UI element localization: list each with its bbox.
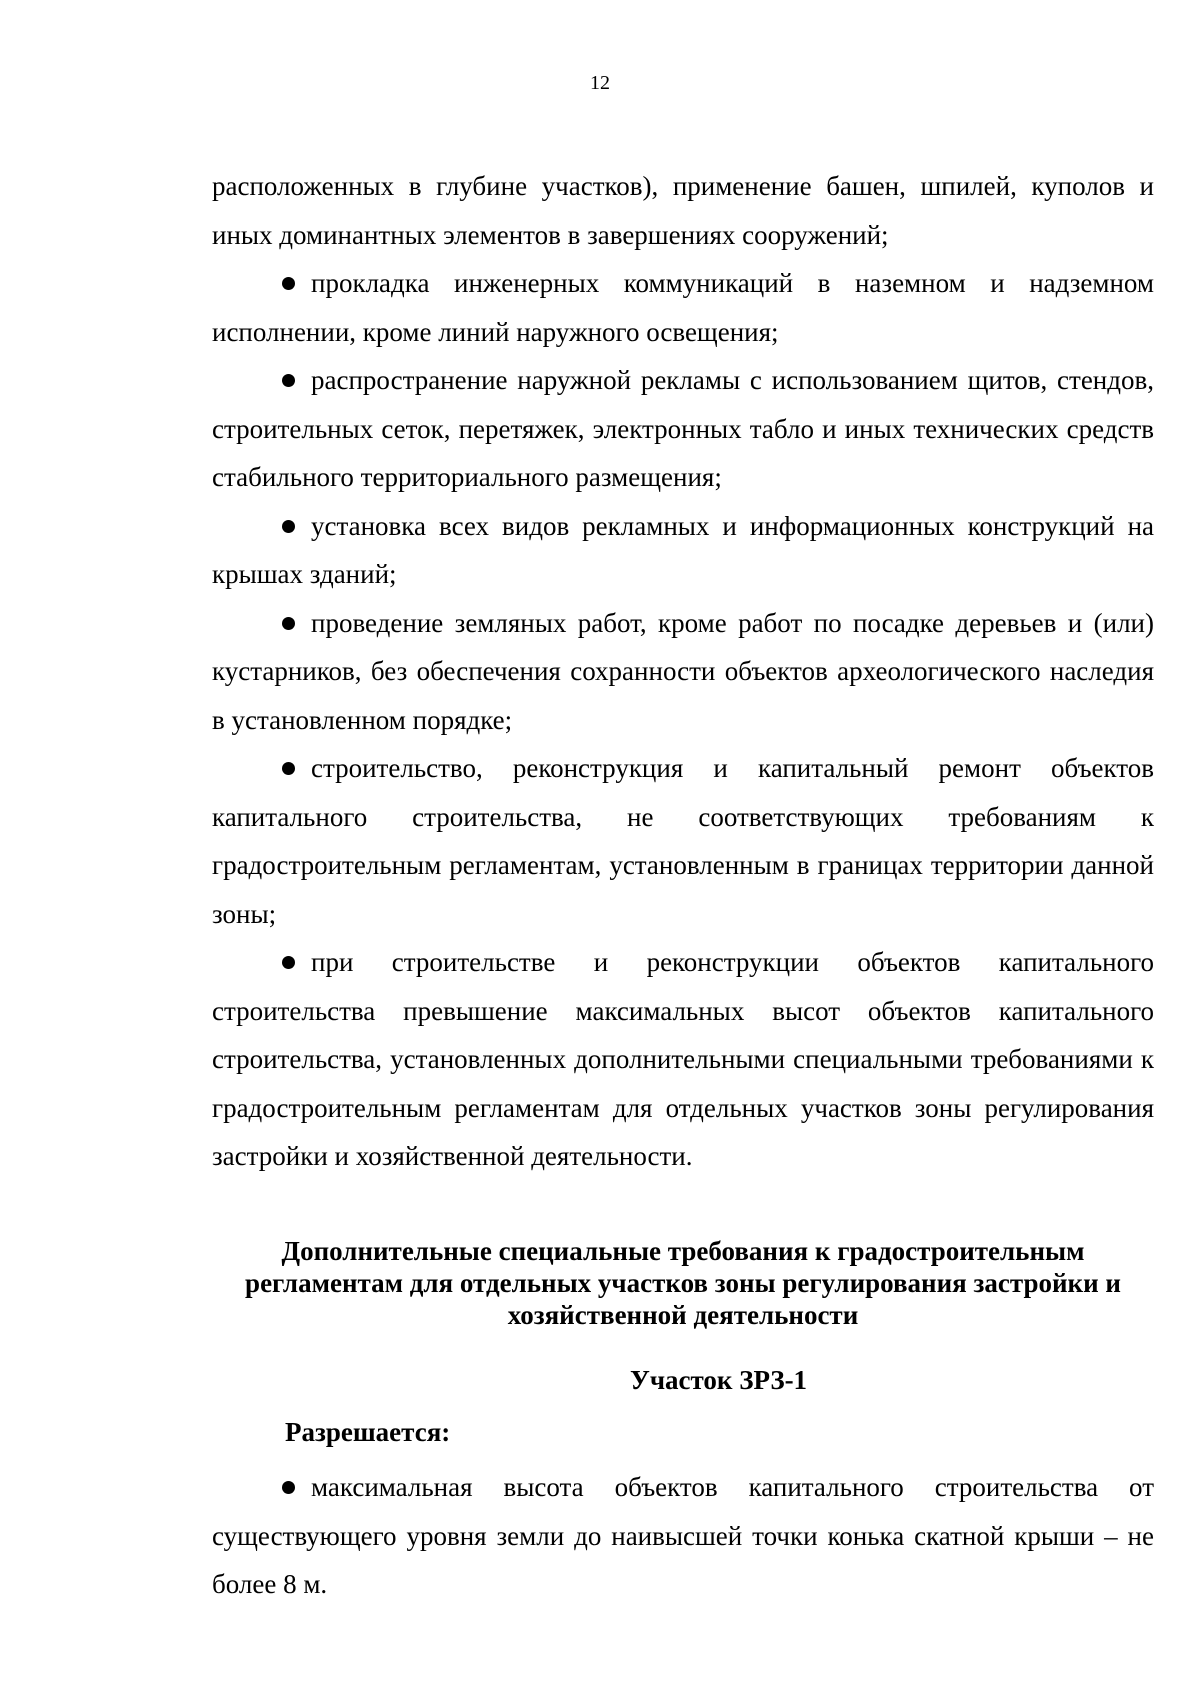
bullet-item-text: прокладка инженерных коммуникаций в наземном и надземном исполнении, кроме линий наружного освещения; <box>212 268 1154 347</box>
paragraph-continuation: расположенных в глубине участков), применение башен, шпилей, куполов и иных доминантных элементов в завершениях сооружений; <box>212 171 1154 250</box>
bullet-icon <box>282 374 295 387</box>
bullet-icon <box>282 762 295 775</box>
bullet-icon <box>282 1481 295 1494</box>
bullet-item <box>212 502 1154 599</box>
bullet-icon <box>282 617 295 630</box>
bullet-item-text: максимальная высота объектов капитального строительства от существующего уровня земли до наивысшей точки конька скатной крыши – не более 8 м. <box>212 1472 1154 1599</box>
page-number: 12 <box>590 72 610 94</box>
bullet-item <box>212 938 1154 1181</box>
bullet-icon <box>282 277 295 290</box>
bullet-item <box>212 744 1154 938</box>
document-body <box>212 162 1154 1181</box>
bullet-item <box>212 599 1154 745</box>
allowed-label: Разрешается: <box>285 1417 451 1447</box>
bullet-item-text: при строительстве и реконструкции объектов капитального строительства превышение максимальных высот объектов капитального строительства, установленных дополнительными специальными требованиями к градостроительным регламентам для отдельных участков зоны регулирования застройки и хозяйственной деятельности. <box>212 947 1154 1171</box>
bullet-item-text: установка всех видов рекламных и информационных конструкций на крышах зданий; <box>212 510 1154 589</box>
bullet-icon <box>282 956 295 969</box>
allowed-list <box>212 1463 1154 1609</box>
subsection-heading: Участок ЗРЗ-1 <box>630 1365 808 1395</box>
bullet-item-text: распространение наружной рекламы с использованием щитов, стендов, строительных сеток, перетяжек, электронных табло и иных технических средств стабильного территориального размещения; <box>212 365 1154 492</box>
bullet-icon <box>282 520 295 533</box>
bullet-item-text: проведение земляных работ, кроме работ по посадке деревьев и (или) кустарников, без обеспечения сохранности объектов археологического наследия в установленном порядке; <box>212 607 1154 735</box>
bullet-item-text: строительство, реконструкция и капитальный ремонт объектов капитального строительства, не соответствующих требованиям к градостроительным регламентам, установленным в границах территории данной зоны; <box>212 753 1154 929</box>
bullet-item <box>212 259 1154 356</box>
section-heading: Дополнительные специальные требования к градостроительным регламентам для отдельных участков зоны регулирования застройки и хозяйственной деятельности <box>245 1236 1121 1330</box>
bullet-item <box>212 356 1154 502</box>
bullet-item <box>212 1463 1154 1609</box>
